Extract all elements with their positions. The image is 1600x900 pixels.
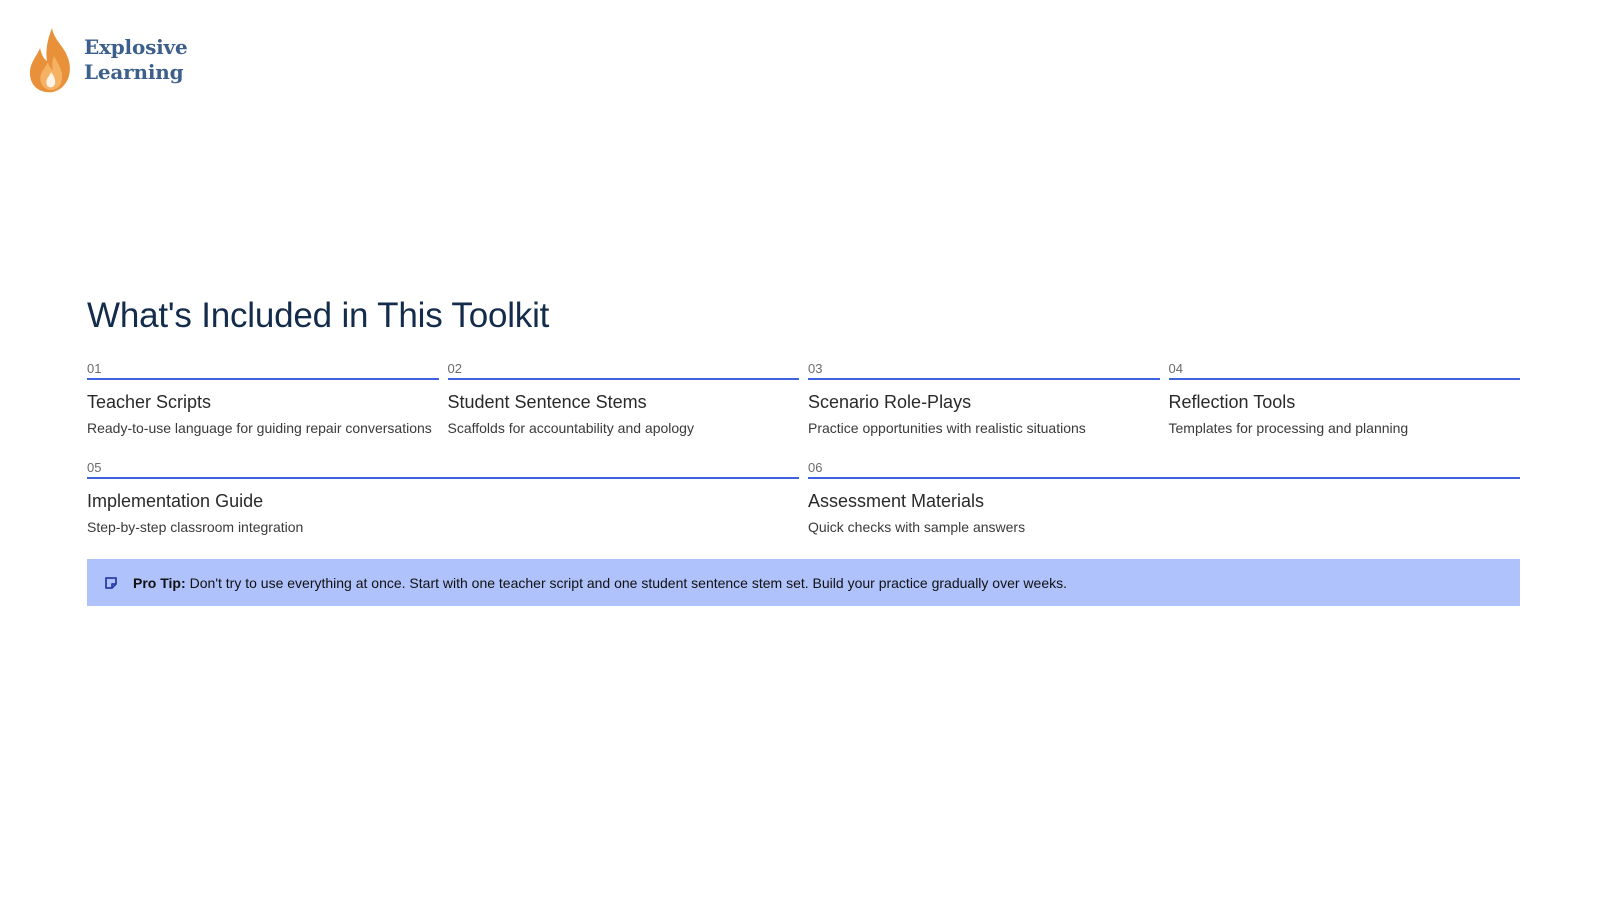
item-number: 05: [87, 460, 102, 475]
item-divider: [808, 477, 1520, 479]
pro-tip-label: Pro Tip:: [133, 574, 186, 591]
toolkit-item: [448, 361, 800, 437]
item-number: 01: [87, 361, 102, 376]
item-number: 04: [1168, 361, 1183, 376]
brand-logo: [28, 26, 188, 94]
toolkit-item: [808, 460, 1520, 536]
item-divider: [1169, 378, 1521, 380]
item-description: Ready-to-use language for guiding repair conversations: [87, 420, 432, 436]
item-title: Student Sentence Stems: [447, 392, 647, 412]
item-title: Teacher Scripts: [87, 392, 212, 412]
toolkit-item: [87, 361, 439, 437]
item-title: Reflection Tools: [1168, 392, 1296, 412]
item-description: Practice opportunities with realistic situations: [808, 420, 1086, 436]
flame-icon: [28, 26, 74, 94]
item-divider: [448, 378, 800, 380]
item-description: Quick checks with sample answers: [808, 519, 1026, 535]
toolkit-item: [1169, 361, 1521, 437]
item-description: Step-by-step classroom integration: [87, 519, 304, 535]
item-divider: [87, 378, 439, 380]
brand-name: [84, 35, 188, 85]
toolkit-item: [808, 361, 1160, 437]
item-description: Scaffolds for accountability and apology: [447, 420, 694, 436]
note-icon: [103, 575, 119, 591]
pro-tip-text: Don't try to use everything at once. Start with one teacher script and one student sentence stem set. Build your practice gradually over weeks.: [189, 574, 1067, 591]
items-row-2: [87, 460, 1520, 536]
brand-line-1: Explosive: [84, 35, 188, 59]
item-number: 02: [447, 361, 462, 376]
item-title: Assessment Materials: [808, 491, 985, 511]
item-description: Templates for processing and planning: [1168, 420, 1409, 436]
item-number: 06: [808, 460, 823, 475]
toolkit-item: [87, 460, 799, 536]
item-title: Implementation Guide: [87, 491, 264, 511]
page-title: What's Included in This Toolkit: [87, 296, 550, 335]
brand-line-2: Learning: [84, 60, 184, 84]
items-row-1: [87, 361, 1520, 437]
item-title: Scenario Role-Plays: [808, 392, 972, 412]
item-number: 03: [808, 361, 823, 376]
pro-tip-callout: [87, 559, 1520, 606]
item-divider: [808, 378, 1160, 380]
item-divider: [87, 477, 799, 479]
